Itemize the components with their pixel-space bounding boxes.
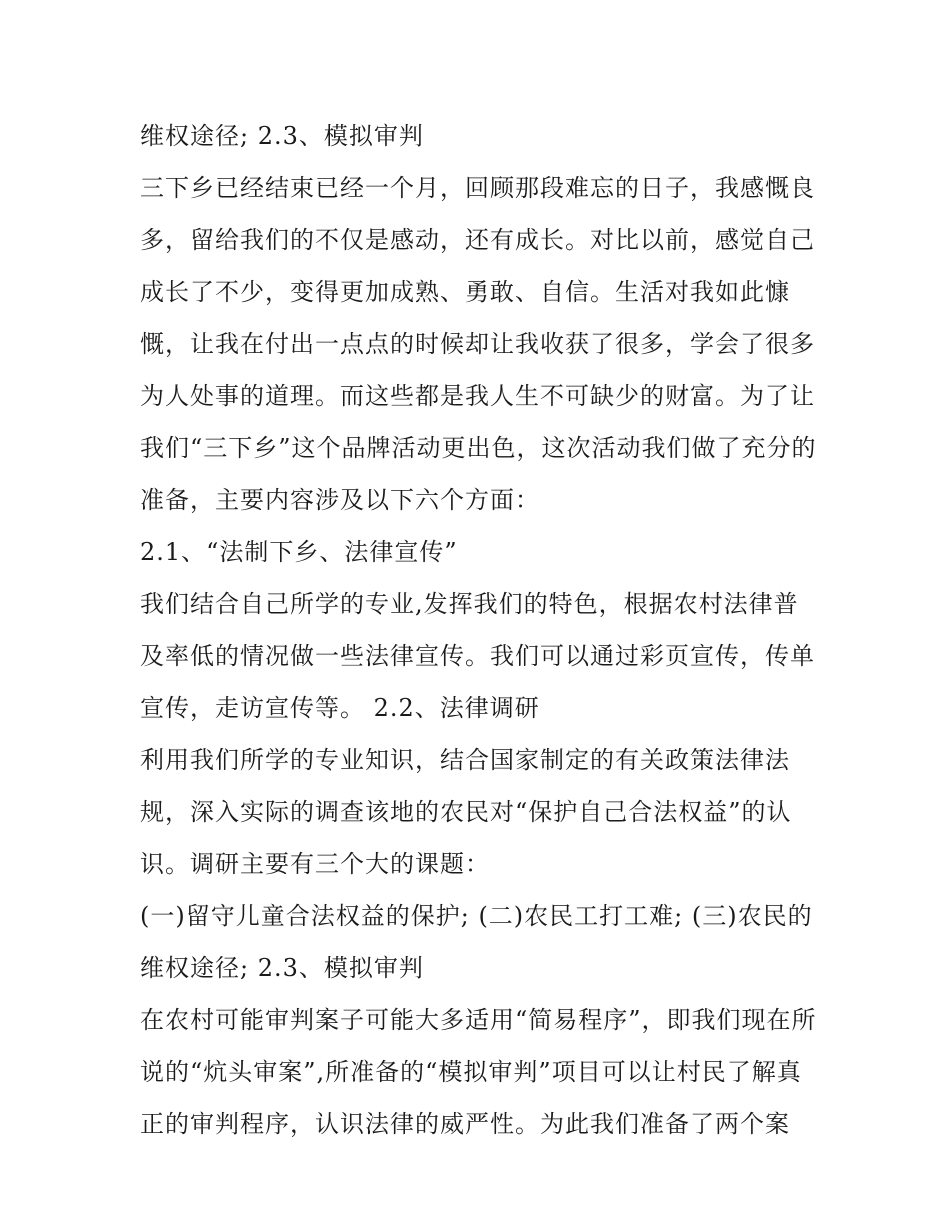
text-line: 慨，让我在付出一点点的时候却让我收获了很多，学会了很多 [140, 330, 815, 358]
document-body [140, 110, 820, 1150]
section-heading: 2.1、“法制下乡、法律宣传” [140, 538, 458, 566]
text-line: 准备，主要内容涉及以下六个方面： [140, 486, 540, 514]
text-line: 我们结合自己所学的专业,发挥我们的特色，根据农村法律普 [140, 590, 799, 618]
text-line: 维权途径; 2.3、模拟审判 [140, 122, 424, 150]
text-line: 多，留给我们的不仅是感动，还有成长。对比以前，感觉自己 [140, 226, 815, 254]
text-line: 识。调研主要有三个大的课题： [140, 850, 490, 878]
text-line: 为人处事的道理。而这些都是我人生不可缺少的财富。为了让 [140, 382, 815, 410]
text-line: 正的审判程序，认识法律的威严性。为此我们准备了两个案 [140, 1110, 790, 1138]
text-line: 说的“炕头审案”,所准备的“模拟审判”项目可以让村民了解真 [140, 1058, 802, 1086]
text-line: 规，深入实际的调查该地的农民对“保护自己合法权益”的认 [140, 798, 792, 826]
text-line: 及率低的情况做一些法律宣传。我们可以通过彩页宣传，传单 [140, 642, 815, 670]
text-line: 成长了不少，变得更加成熟、勇敢、自信。生活对我如此慷 [140, 278, 790, 306]
text-line: (一)留守儿童合法权益的保护; (二)农民工打工难; (三)农民的 [140, 902, 813, 930]
text-line: 我们“三下乡”这个品牌活动更出色，这次活动我们做了充分的 [140, 434, 817, 462]
text-line: 利用我们所学的专业知识，结合国家制定的有关政策法律法 [140, 746, 790, 774]
text-line: 三下乡已经结束已经一个月，回顾那段难忘的日子，我感慨良 [140, 174, 815, 202]
text-line: 宣传，走访宣传等。 2.2、法律调研 [140, 694, 540, 722]
text-line: 在农村可能审判案子可能大多适用“简易程序”，即我们现在所 [140, 1006, 817, 1034]
text-line: 维权途径; 2.3、模拟审判 [140, 954, 424, 982]
